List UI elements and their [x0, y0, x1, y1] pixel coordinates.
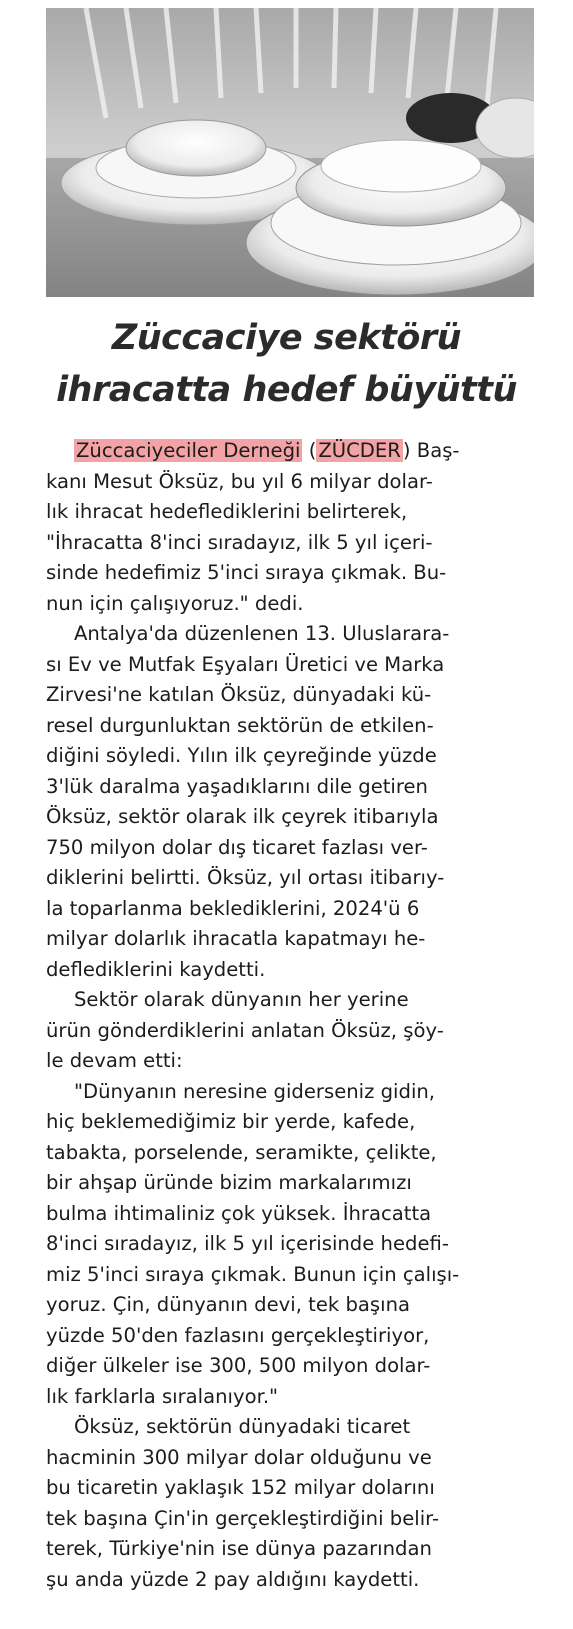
- body-line: lık ihracat hedeflediklerini belirterek,: [46, 500, 408, 523]
- body-line: bir ahşap üründe bizim markalarımızı: [46, 1171, 412, 1194]
- body-line: sı Ev ve Mutfak Eşyaları Üretici ve Marka: [46, 652, 445, 676]
- body-line: yoruz. Çin, dünyanın devi, tek başına: [46, 1293, 411, 1316]
- article-headline: [20, 312, 553, 416]
- body-line: la toparlanma beklediklerini, 2024'ü 6: [46, 896, 420, 920]
- body-line: lık farklarla sıralanıyor.": [46, 1384, 279, 1408]
- body-line: kanı Mesut Öksüz, bu yıl 6 milyar dolar-: [46, 469, 433, 493]
- body-line: 3'lük daralma yaşadıklarını dile getiren: [46, 774, 428, 798]
- body-line: diğini söyledi. Yılın ilk çeyreğinde yüzde: [46, 744, 437, 767]
- article-body: [46, 436, 532, 1595]
- body-line: diğer ülkeler ise 300, 500 milyon dolar-: [46, 1354, 431, 1377]
- body-line: 8'inci sıradayız, ilk 5 yıl içerisinde hedefi-: [46, 1232, 449, 1255]
- body-line: sinde hedefimiz 5'inci sıraya çıkmak. Bu-: [46, 561, 447, 584]
- body-line: "İhracatta 8'inci sıradayız, ilk 5 yıl içeri-: [46, 530, 433, 554]
- body-line: Öksüz, sektör olarak ilk çeyrek itibarıyla: [46, 805, 439, 828]
- body-line: nun için çalışıyoruz." dedi.: [46, 591, 304, 615]
- body-line: deflediklerini kaydetti.: [46, 957, 266, 981]
- body-line: le devam etti:: [46, 1049, 183, 1072]
- body-line: milyar dolarlık ihracatla kapatmayı he-: [46, 927, 426, 950]
- body-line: ürün gönderdiklerini anlatan Öksüz, şöy-: [46, 1018, 444, 1042]
- body-line: "Dünyanın neresine giderseniz gidin,: [74, 1079, 436, 1103]
- headline-line-2: ihracatta hedef büyüttü: [56, 370, 517, 410]
- body-line: hacminin 300 milyar dolar olduğunu ve: [46, 1445, 432, 1469]
- body-line: bulma ihtimaliniz çok yüksek. İhracatta: [46, 1201, 432, 1225]
- body-line: tabakta, porselende, seramikte, çelikte,: [46, 1140, 437, 1164]
- body-line: şu anda yüzde 2 pay aldığını kaydetti.: [46, 1567, 420, 1591]
- body-line: miz 5'inci sıraya çıkmak. Bunun için çalışı-: [46, 1262, 460, 1286]
- highlight-org-abbr: ZÜCDER: [318, 439, 401, 462]
- headline-line-1: Züccaciye sektörü: [111, 318, 462, 358]
- body-line: tek başına Çin'in gerçekleştirdiğini belir-: [46, 1506, 440, 1530]
- body-line: Züccaciyeciler Derneği ( ZÜCDER ) Baş-: [76, 439, 460, 462]
- body-line: diklerini belirtti. Öksüz, yıl ortası itibarıy-: [46, 866, 445, 889]
- body-line: Antalya'da düzenlenen 13. Uluslarara-: [74, 622, 450, 645]
- body-line: hiç beklemediğimiz bir yerde, kafede,: [46, 1110, 416, 1133]
- highlight-org-name: Züccaciyeciler Derneği: [76, 439, 301, 462]
- body-line: Sektör olarak dünyanın her yerine: [74, 988, 409, 1011]
- body-line: resel durgunluktan sektörün de etkilen-: [46, 713, 434, 737]
- body-line: terek, Türkiye'nin ise dünya pazarından: [46, 1537, 432, 1560]
- body-line: yüzde 50'den fazlasını gerçekleştiriyor,: [46, 1323, 430, 1347]
- body-line: bu ticaretin yaklaşık 152 milyar dolarını: [46, 1476, 435, 1499]
- tableware-image: [46, 8, 534, 297]
- body-line: Öksüz, sektörün dünyadaki ticaret: [74, 1415, 411, 1438]
- body-line: Zirvesi'ne katılan Öksüz, dünyadaki kü-: [46, 683, 432, 706]
- article-photo-tableware: [46, 8, 534, 297]
- body-line: 750 milyon dolar dış ticaret fazlası ver-: [46, 835, 428, 859]
